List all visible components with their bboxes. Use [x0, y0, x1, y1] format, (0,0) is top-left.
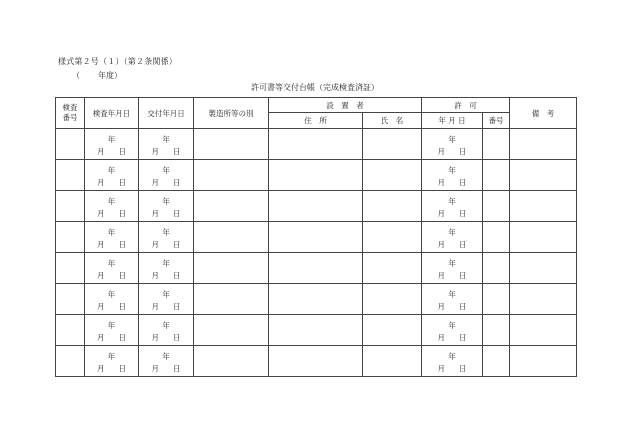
date-block [422, 129, 482, 159]
day-mark: 日 [173, 240, 181, 249]
month-mark: 月 [151, 271, 159, 280]
cell-permit-number[interactable] [483, 284, 510, 315]
cell-remarks[interactable] [510, 284, 577, 315]
cell-permit-date[interactable] [422, 222, 483, 253]
month-day-marks [422, 332, 482, 343]
cell-installer-address[interactable] [269, 284, 363, 315]
cell-issue-date[interactable] [139, 284, 194, 315]
year-mark: 年 [107, 197, 116, 206]
date-block [422, 253, 482, 283]
year-mark: 年 [448, 321, 456, 330]
cell-issue-date[interactable] [139, 222, 194, 253]
month-day-marks [139, 208, 193, 219]
header-permit-date: 年 月 日 [422, 113, 483, 129]
month-day-marks [139, 146, 193, 157]
year-mark: 年 [107, 259, 116, 268]
date-block [422, 346, 482, 376]
cell-installer-address[interactable] [269, 222, 363, 253]
month-mark: 月 [151, 240, 159, 249]
month-mark: 月 [151, 364, 159, 373]
date-block [139, 129, 193, 159]
cell-permit-date[interactable] [422, 284, 483, 315]
cell-issue-date[interactable] [139, 160, 194, 191]
header-inspection-date: 検査年月日 [85, 98, 139, 129]
cell-facility-type[interactable] [194, 160, 269, 191]
month-mark: 月 [437, 333, 445, 342]
date-block [85, 222, 138, 252]
day-mark: 日 [118, 271, 126, 280]
month-mark: 月 [437, 240, 445, 249]
cell-installer-name[interactable] [363, 222, 422, 253]
day-mark: 日 [118, 364, 126, 373]
header-permit: 許 可 [422, 98, 510, 113]
month-day-marks [85, 177, 138, 188]
year-mark: 年 [162, 352, 170, 361]
month-day-marks [422, 177, 482, 188]
year-mark: 年 [162, 197, 170, 206]
cell-issue-date[interactable] [139, 191, 194, 222]
cell-permit-date[interactable] [422, 191, 483, 222]
date-block [422, 222, 482, 252]
year-mark: 年 [107, 352, 116, 361]
date-block [139, 346, 193, 376]
day-mark: 日 [118, 178, 126, 187]
cell-permit-date[interactable] [422, 315, 483, 346]
cell-inspection-date[interactable] [85, 222, 139, 253]
date-block [422, 284, 482, 314]
date-block [85, 191, 138, 221]
cell-installer-address[interactable] [269, 160, 363, 191]
year-mark: 年 [448, 290, 456, 299]
year-mark: 年 [107, 166, 116, 175]
day-mark: 日 [459, 302, 467, 311]
cell-issue-date[interactable] [139, 129, 194, 160]
cell-issue-date[interactable] [139, 315, 194, 346]
cell-inspection-number[interactable] [56, 129, 85, 160]
month-day-marks [139, 239, 193, 250]
day-mark: 日 [459, 178, 467, 187]
day-mark: 日 [173, 364, 181, 373]
date-block [85, 315, 138, 345]
month-mark: 月 [97, 333, 105, 342]
cell-remarks[interactable] [510, 253, 577, 284]
date-block [85, 346, 138, 376]
day-mark: 日 [118, 240, 126, 249]
day-mark: 日 [118, 209, 126, 218]
ledger-row [56, 222, 577, 253]
cell-facility-type[interactable] [194, 191, 269, 222]
year-mark: 年 [107, 228, 116, 237]
ledger-row [56, 253, 577, 284]
year-mark: 年 [448, 228, 456, 237]
month-day-marks [139, 177, 193, 188]
cell-permit-number[interactable] [483, 346, 510, 377]
month-mark: 月 [97, 240, 105, 249]
cell-facility-type[interactable] [194, 222, 269, 253]
month-day-marks [422, 208, 482, 219]
year-mark: 年 [448, 135, 456, 144]
day-mark: 日 [173, 302, 181, 311]
cell-remarks[interactable] [510, 191, 577, 222]
date-block [139, 284, 193, 314]
ledger-row [56, 284, 577, 315]
day-mark: 日 [459, 147, 467, 156]
cell-remarks[interactable] [510, 346, 577, 377]
day-mark: 日 [173, 147, 181, 156]
fiscal-year-open-paren: （ [72, 71, 80, 80]
month-day-marks [139, 363, 193, 374]
month-mark: 月 [437, 209, 445, 218]
cell-facility-type[interactable] [194, 129, 269, 160]
month-mark: 月 [151, 209, 159, 218]
year-mark: 年 [162, 259, 170, 268]
cell-inspection-date[interactable] [85, 346, 139, 377]
header-remarks: 備 考 [510, 98, 577, 129]
month-mark: 月 [437, 364, 445, 373]
month-day-marks [85, 332, 138, 343]
month-mark: 月 [151, 333, 159, 342]
month-mark: 月 [97, 209, 105, 218]
fiscal-year-label: 年度） [98, 71, 122, 80]
day-mark: 日 [118, 147, 126, 156]
cell-remarks[interactable] [510, 315, 577, 346]
cell-permit-number[interactable] [483, 315, 510, 346]
date-block [85, 129, 138, 159]
cell-installer-name[interactable] [363, 253, 422, 284]
header-installer-name: 氏 名 [363, 113, 422, 129]
fiscal-year-line [72, 70, 122, 81]
cell-installer-name[interactable] [363, 160, 422, 191]
ledger-table [55, 97, 577, 377]
cell-facility-type[interactable] [194, 315, 269, 346]
header-facility-type: 製造所等の別 [194, 98, 269, 129]
month-mark: 月 [437, 271, 445, 280]
header-installer: 設 置 者 [269, 98, 422, 113]
date-block [422, 160, 482, 190]
cell-inspection-number[interactable] [56, 284, 85, 315]
year-mark: 年 [162, 290, 170, 299]
cell-permit-number[interactable] [483, 191, 510, 222]
date-block [422, 315, 482, 345]
cell-installer-name[interactable] [363, 284, 422, 315]
month-mark: 月 [97, 147, 105, 156]
day-mark: 日 [173, 178, 181, 187]
day-mark: 日 [173, 333, 181, 342]
ledger-row [56, 346, 577, 377]
year-mark: 年 [448, 197, 456, 206]
year-mark: 年 [448, 259, 456, 268]
header-inspection-number: 検査 番号 [56, 98, 85, 129]
cell-inspection-number[interactable] [56, 191, 85, 222]
date-block [85, 160, 138, 190]
month-day-marks [139, 270, 193, 281]
day-mark: 日 [459, 333, 467, 342]
header-installer-address: 住 所 [269, 113, 363, 129]
month-mark: 月 [97, 178, 105, 187]
year-mark: 年 [107, 135, 116, 144]
day-mark: 日 [118, 333, 126, 342]
cell-inspection-date[interactable] [85, 191, 139, 222]
month-day-marks [85, 146, 138, 157]
cell-permit-date[interactable] [422, 129, 483, 160]
ledger-body [56, 129, 577, 377]
cell-facility-type[interactable] [194, 346, 269, 377]
day-mark: 日 [118, 302, 126, 311]
month-mark: 月 [97, 302, 105, 311]
month-mark: 月 [151, 147, 159, 156]
month-day-marks [422, 270, 482, 281]
month-day-marks [85, 301, 138, 312]
header-permit-number: 番号 [483, 113, 510, 129]
date-block [139, 191, 193, 221]
month-day-marks [422, 301, 482, 312]
ledger-row [56, 315, 577, 346]
cell-inspection-date[interactable] [85, 315, 139, 346]
cell-inspection-number[interactable] [56, 346, 85, 377]
cell-permit-number[interactable] [483, 222, 510, 253]
day-mark: 日 [459, 209, 467, 218]
header-issue-date: 交付年月日 [139, 98, 194, 129]
cell-installer-address[interactable] [269, 191, 363, 222]
cell-inspection-date[interactable] [85, 160, 139, 191]
year-mark: 年 [162, 166, 170, 175]
ledger-row [56, 129, 577, 160]
month-mark: 月 [437, 147, 445, 156]
date-block [139, 160, 193, 190]
cell-permit-date[interactable] [422, 160, 483, 191]
cell-installer-address[interactable] [269, 253, 363, 284]
date-block [139, 222, 193, 252]
month-day-marks [85, 239, 138, 250]
cell-permit-number[interactable] [483, 129, 510, 160]
cell-issue-date[interactable] [139, 253, 194, 284]
cell-remarks[interactable] [510, 160, 577, 191]
date-block [139, 253, 193, 283]
day-mark: 日 [459, 364, 467, 373]
month-day-marks [422, 239, 482, 250]
cell-permit-date[interactable] [422, 346, 483, 377]
day-mark: 日 [459, 240, 467, 249]
cell-inspection-number[interactable] [56, 315, 85, 346]
cell-installer-name[interactable] [363, 191, 422, 222]
cell-remarks[interactable] [510, 129, 577, 160]
date-block [139, 315, 193, 345]
cell-installer-name[interactable] [363, 129, 422, 160]
year-mark: 年 [162, 321, 170, 330]
month-mark: 月 [437, 178, 445, 187]
year-mark: 年 [107, 321, 116, 330]
cell-inspection-number[interactable] [56, 253, 85, 284]
cell-remarks[interactable] [510, 222, 577, 253]
year-mark: 年 [162, 135, 170, 144]
day-mark: 日 [173, 209, 181, 218]
year-mark: 年 [107, 290, 116, 299]
ledger-row [56, 191, 577, 222]
month-day-marks [85, 363, 138, 374]
cell-permit-number[interactable] [483, 253, 510, 284]
ledger-title: 許可書等交付台帳（完成検査済証） [251, 83, 379, 92]
form-number-label: 様式第２号（１）（第２条関係） [58, 57, 177, 66]
month-mark: 月 [97, 271, 105, 280]
cell-issue-date[interactable] [139, 346, 194, 377]
cell-inspection-date[interactable] [85, 284, 139, 315]
month-day-marks [422, 363, 482, 374]
cell-installer-name[interactable] [363, 346, 422, 377]
cell-installer-address[interactable] [269, 315, 363, 346]
month-day-marks [85, 270, 138, 281]
cell-installer-address[interactable] [269, 129, 363, 160]
month-mark: 月 [151, 302, 159, 311]
cell-inspection-date[interactable] [85, 129, 139, 160]
year-mark: 年 [162, 228, 170, 237]
cell-inspection-date[interactable] [85, 253, 139, 284]
cell-installer-name[interactable] [363, 315, 422, 346]
month-mark: 月 [437, 302, 445, 311]
month-day-marks [139, 301, 193, 312]
month-day-marks [422, 146, 482, 157]
year-mark: 年 [448, 166, 456, 175]
year-mark: 年 [448, 352, 456, 361]
cell-inspection-number[interactable] [56, 160, 85, 191]
cell-installer-address[interactable] [269, 346, 363, 377]
cell-permit-date[interactable] [422, 253, 483, 284]
date-block [422, 191, 482, 221]
month-mark: 月 [151, 178, 159, 187]
month-mark: 月 [97, 364, 105, 373]
date-block [85, 284, 138, 314]
cell-facility-type[interactable] [194, 284, 269, 315]
day-mark: 日 [173, 271, 181, 280]
cell-facility-type[interactable] [194, 253, 269, 284]
month-day-marks [139, 332, 193, 343]
cell-inspection-number[interactable] [56, 222, 85, 253]
ledger-row [56, 160, 577, 191]
month-day-marks [85, 208, 138, 219]
date-block [85, 253, 138, 283]
cell-permit-number[interactable] [483, 160, 510, 191]
day-mark: 日 [459, 271, 467, 280]
